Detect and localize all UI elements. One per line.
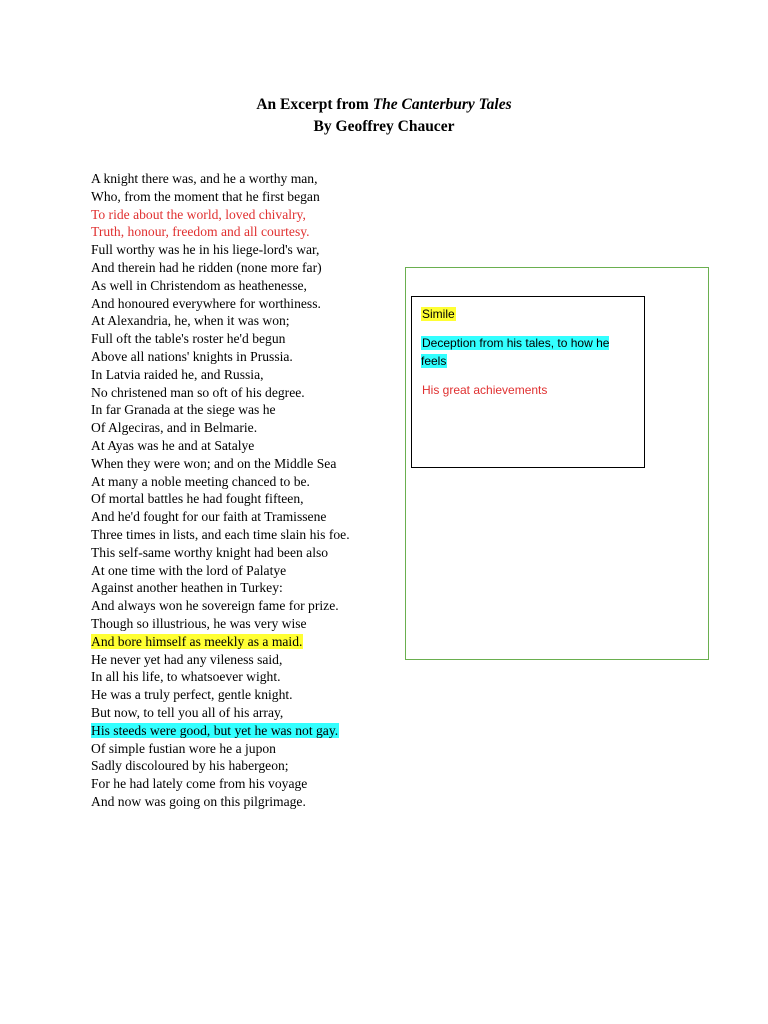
poem-line <box>91 544 351 562</box>
poem-line <box>91 348 351 366</box>
annotation-note <box>421 334 636 370</box>
poem-line-text: Against another heathen in Turkey: <box>91 580 283 596</box>
poem-line-text: Full worthy was he in his liege-lord's war, <box>91 242 320 258</box>
poem-line <box>91 384 351 402</box>
author-line: By Geoffrey Chaucer <box>313 118 455 135</box>
poem-line <box>91 170 351 188</box>
poem-line <box>91 277 351 295</box>
annotation-note-text: Deception from his tales, to how he feels <box>421 336 610 368</box>
poem-line-text: In all his life, to whatsoever wight. <box>91 669 281 685</box>
title-line <box>0 94 768 116</box>
title-prefix: An Excerpt from <box>256 96 373 113</box>
poem-line-text: Three times in lists, and each time slain his foe. <box>91 526 350 542</box>
poem-line-text: And always won he sovereign fame for prize. <box>91 598 339 614</box>
annotation-note <box>421 305 636 323</box>
poem-line <box>91 562 351 580</box>
poem-line <box>91 740 351 758</box>
poem-line-text: Though so illustrious, he was very wise <box>91 615 307 631</box>
poem-line <box>91 455 351 473</box>
annotation-note-text: Simile <box>422 307 455 321</box>
poem-line <box>91 401 351 419</box>
poem-line <box>91 633 351 651</box>
poem-line <box>91 508 351 526</box>
annotation-note <box>421 381 636 399</box>
poem-line <box>91 241 351 259</box>
poem-line-text: And he'd fought for our faith at Tramissene <box>91 509 327 525</box>
poem-line <box>91 330 351 348</box>
poem-line-text: Of Algeciras, and in Belmarie. <box>91 420 258 436</box>
poem-line <box>91 223 351 241</box>
poem-line <box>91 490 351 508</box>
poem-line <box>91 704 351 722</box>
poem-line-text: Of simple fustian wore he a jupon <box>91 740 276 756</box>
poem-line <box>91 615 351 633</box>
poem-line-text: As well in Christendom as heathenesse, <box>91 277 307 293</box>
poem-line-text: At many a noble meeting chanced to be. <box>91 473 310 489</box>
poem-line-text: This self-same worthy knight had been also <box>91 544 329 560</box>
poem-line-text: In far Granada at the siege was he <box>91 402 276 418</box>
poem-line <box>91 526 351 544</box>
poem-line-text: He never yet had any vileness said, <box>91 651 283 667</box>
poem-line-text: And now was going on this pilgrimage. <box>91 793 306 809</box>
poem-line-text: And therein had he ridden (none more far) <box>91 259 322 275</box>
poem-line <box>91 312 351 330</box>
poem-line-text: Sadly discoloured by his habergeon; <box>91 758 289 774</box>
poem-line <box>91 295 351 313</box>
poem-line <box>91 259 351 277</box>
poem-line-text: Who, from the moment that he first began <box>91 188 320 204</box>
poem-line-text: And honoured everywhere for worthiness. <box>91 295 321 311</box>
poem-line <box>91 651 351 669</box>
poem-line-text: At Ayas was he and at Satalye <box>91 437 255 453</box>
poem-line <box>91 775 351 793</box>
poem-line-text: When they were won; and on the Middle Sea <box>91 455 337 471</box>
poem-line <box>91 473 351 491</box>
annotation-notes-box <box>411 296 645 468</box>
title-work: The Canterbury Tales <box>372 96 512 113</box>
poem-line <box>91 722 351 740</box>
poem-line-text: A knight there was, and he a worthy man, <box>91 171 318 186</box>
poem-line <box>91 686 351 704</box>
poem-line-text: At one time with the lord of Palatye <box>91 562 287 578</box>
annotation-note-text: His great achievements <box>422 383 548 397</box>
poem-line-text: For he had lately come from his voyage <box>91 776 308 792</box>
poem-line <box>91 437 351 455</box>
poem-line <box>91 757 351 775</box>
poem-line-text: His steeds were good, but yet he was not gay. <box>91 722 339 738</box>
poem-line-text: And bore himself as meekly as a maid. <box>91 633 303 649</box>
poem-line <box>91 188 351 206</box>
poem-line-text: Full oft the table's roster he'd begun <box>91 331 286 347</box>
poem-line <box>91 793 351 811</box>
poem-line-text: In Latvia raided he, and Russia, <box>91 366 264 382</box>
poem-line <box>91 366 351 384</box>
poem-line <box>91 597 351 615</box>
poem-line-text: Of mortal battles he had fought fifteen, <box>91 491 304 507</box>
poem-excerpt <box>91 170 351 811</box>
poem-line-text: But now, to tell you all of his array, <box>91 704 284 720</box>
poem-line-text: At Alexandria, he, when it was won; <box>91 313 290 329</box>
poem-line-text: Above all nations' knights in Prussia. <box>91 348 293 364</box>
poem-line-text: No christened man so oft of his degree. <box>91 384 305 400</box>
poem-line <box>91 579 351 597</box>
poem-line-text: He was a truly perfect, gentle knight. <box>91 687 293 703</box>
document-title <box>0 94 768 138</box>
poem-line-text: Truth, honour, freedom and all courtesy. <box>91 224 310 240</box>
poem-line <box>91 206 351 224</box>
poem-line <box>91 419 351 437</box>
poem-line <box>91 668 351 686</box>
poem-line-text: To ride about the world, loved chivalry, <box>91 206 306 222</box>
